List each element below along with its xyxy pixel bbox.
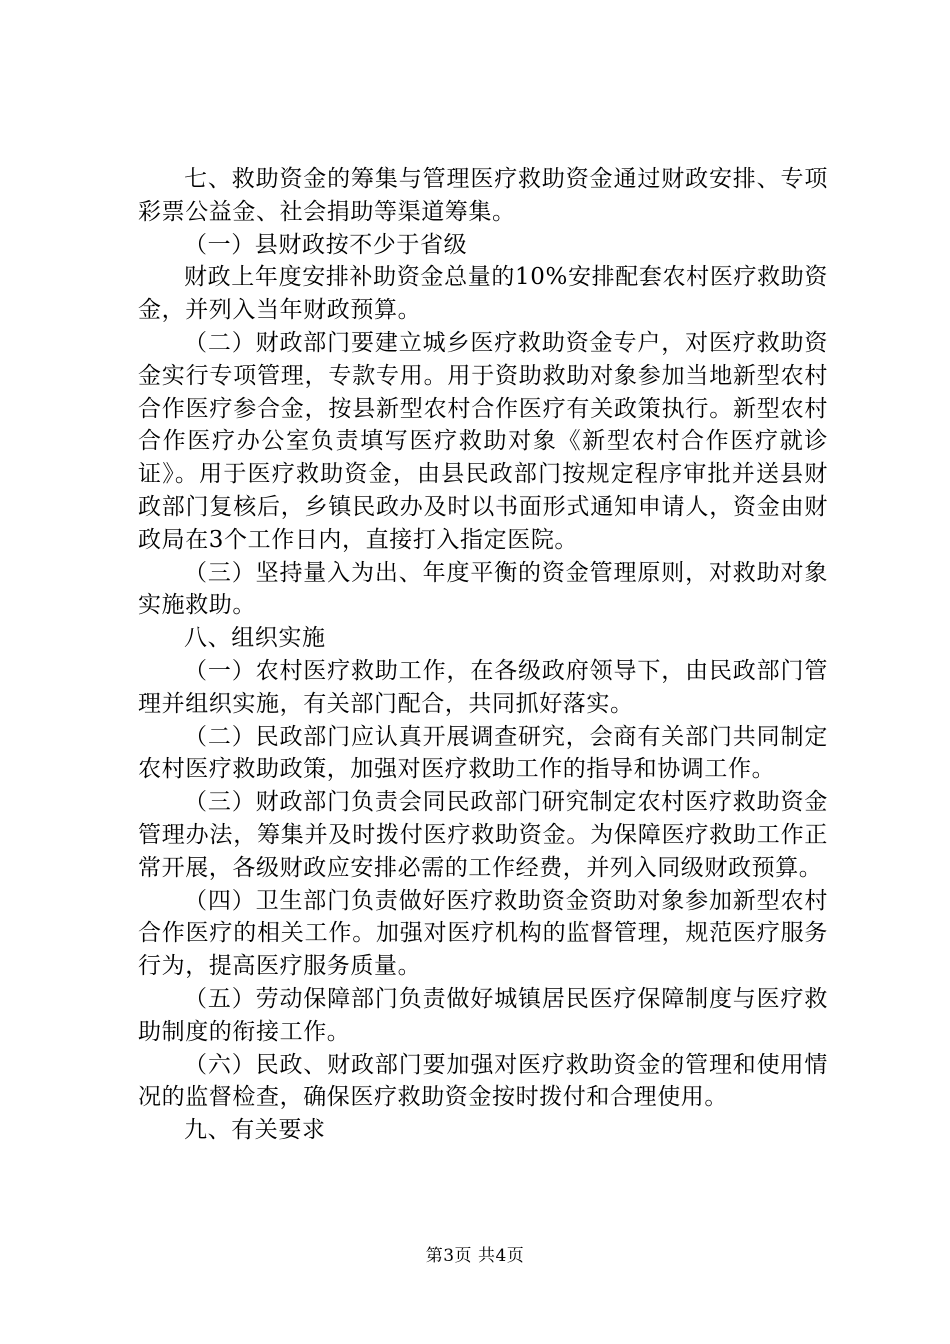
paragraph-7-1-body: 财政上年度安排补助资金总量的10%安排配套农村医疗救助资金，并列入当年财政预算。 xyxy=(138,264,828,324)
paragraph-7-2: （二）财政部门要建立城乡医疗救助资金专户，对医疗救助资金实行专项管理，专款专用。用于资助救助对象参加当地新型农村合作医疗参合金，按县新型农村合作医疗有关政策执行。新型农村合作医疗办公室负责填写医疗救助对象《新型农村合作医疗就诊证》。用于医疗救助资金，由县民政部门按规定程序审批并送县财政部门复核后，乡镇民政办及时以书面形式通知申请人，资金由财政局在3个工作日内，直接打入指定医院。 xyxy=(138,329,828,553)
paragraph-8-3: （三）财政部门负责会同民政部门研究制定农村医疗救助资金管理办法，筹集并及时拨付医疗救助资金。为保障医疗救助工作正常开展，各级财政应安排必需的工作经费，并列入同级财政预算。 xyxy=(138,789,828,881)
paragraph-8-4: （四）卫生部门负责做好医疗救助资金资助对象参加新型农村合作医疗的相关工作。加强对医疗机构的监督管理，规范医疗服务行为，提高医疗服务质量。 xyxy=(138,887,828,980)
paragraph-8-5: （五）劳动保障部门负责做好城镇居民医疗保障制度与医疗救助制度的衔接工作。 xyxy=(138,985,828,1045)
paragraph-section-9: 九、有关要求 xyxy=(184,1117,326,1144)
paragraph-section-8: 八、组织实施 xyxy=(184,625,326,652)
paragraph-8-6: （六）民政、财政部门要加强对医疗救助资金的管理和使用情况的监督检查，确保医疗救助资金按时拨付和合理使用。 xyxy=(138,1051,828,1111)
paragraph-section-7: 七、救助资金的筹集与管理医疗救助资金通过财政安排、专项彩票公益金、社会捐助等渠道筹集。 xyxy=(138,166,828,225)
document-body xyxy=(138,163,828,1147)
paragraph-7-1-heading: （一）县财政按不少于省级 xyxy=(184,231,468,258)
paragraph-8-2: （二）民政部门应认真开展调查研究，会商有关部门共同制定农村医疗救助政策，加强对医疗救助工作的指导和协调工作。 xyxy=(138,723,828,783)
paragraph-8-1: （一）农村医疗救助工作，在各级政府领导下，由民政部门管理并组织实施，有关部门配合，共同抓好落实。 xyxy=(138,657,828,717)
paragraph-7-3: （三）坚持量入为出、年度平衡的资金管理原则，对救助对象实施救助。 xyxy=(138,559,828,619)
page-number-footer: 第3页 共4页 xyxy=(425,1246,525,1266)
